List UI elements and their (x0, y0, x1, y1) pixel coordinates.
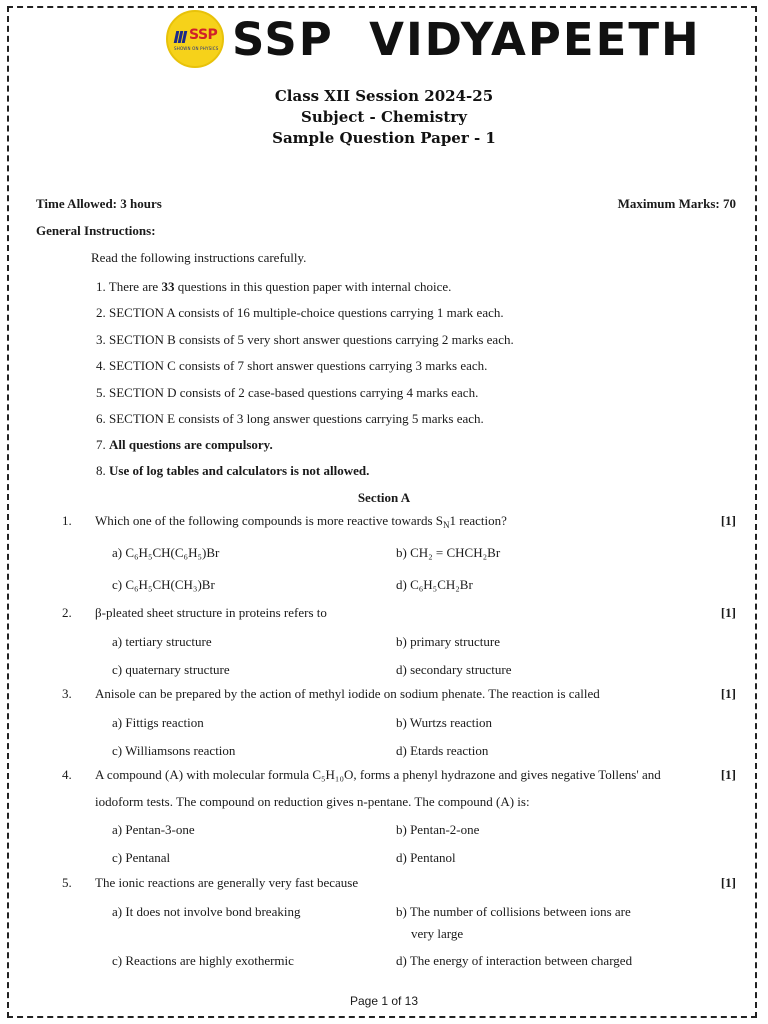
question-3-option-b: b) Wurtzs reaction (396, 715, 492, 730)
question-2-option-d: d) secondary structure (396, 662, 512, 677)
instruction-8: 8. Use of log tables and calculators is not allowed. (96, 463, 370, 478)
question-2-option-b: b) primary structure (396, 634, 500, 649)
question-5-number: 5. (62, 875, 72, 890)
question-3-marks: [1] (720, 686, 736, 701)
question-5-text: The ionic reactions are generally very fast because (95, 875, 359, 890)
brand-title: SSP VIDYAPEETH (232, 13, 701, 66)
question-5-option-c: c) Reactions are highly exothermic (112, 953, 294, 968)
subject-title: Subject - Chemistry (301, 108, 467, 126)
question-2-option-a: a) tertiary structure (112, 634, 212, 649)
instruction-3: 3. SECTION B consists of 5 very short answer questions carrying 2 marks each. (96, 332, 514, 347)
page-border (7, 6, 757, 1018)
question-4-option-d: d) Pentanol (396, 850, 456, 865)
general-instructions-heading: General Instructions: (36, 223, 156, 238)
question-1-option-c: c) C₆H₅CH(CH₃)Br (112, 577, 215, 592)
question-5-option-b: b) The number of collisions between ions are (396, 904, 631, 919)
instruction-7: 7. All questions are compulsory. (96, 437, 273, 452)
question-4-text-line1: A compound (A) with molecular formula C₅H₁₀O, forms a phenyl hydrazone and gives negative Tollens' and (95, 767, 661, 782)
instruction-6: 6. SECTION E consists of 3 long answer questions carrying 5 marks each. (96, 411, 484, 426)
question-3-number: 3. (62, 686, 72, 701)
time-allowed: Time Allowed: 3 hours (36, 196, 162, 211)
read-instructions-line: Read the following instructions carefully. (91, 250, 307, 265)
ssp-logo (166, 10, 224, 68)
question-2-option-c: c) quaternary structure (112, 662, 230, 677)
header (166, 8, 756, 68)
page-number: Page 1 of 13 (349, 994, 419, 1008)
question-3-option-c: c) Williamsons reaction (112, 743, 236, 758)
question-5-marks: [1] (720, 875, 736, 890)
logo-subtext: SHOWN ON PHYSICS (174, 46, 219, 51)
instruction-1: 1. There are 33 questions in this question paper with internal choice. (96, 279, 452, 294)
question-1-marks: [1] (720, 513, 736, 528)
question-3-option-a: a) Fittigs reaction (112, 715, 204, 730)
exam-meta (36, 196, 736, 212)
question-2-number: 2. (62, 605, 72, 620)
paper-title: Sample Question Paper - 1 (272, 129, 496, 147)
question-1-option-a: a) C₆H₅CH(C₆H₅)Br (112, 545, 220, 560)
question-4-marks: [1] (720, 767, 736, 782)
class-session-title: Class XII Session 2024-25 (274, 87, 494, 105)
question-4-option-c: c) Pentanal (112, 850, 171, 865)
instruction-4: 4. SECTION C consists of 7 short answer questions carrying 3 marks each. (96, 358, 488, 373)
question-2-text: β-pleated sheet structure in proteins refers to (95, 605, 327, 620)
question-2-marks: [1] (720, 605, 736, 620)
question-4-option-a: a) Pentan-3-one (112, 822, 195, 837)
question-1-text: Which one of the following compounds is more reactive towards $S_N1$ reaction? (95, 513, 507, 530)
question-5-option-d: d) The energy of interaction between charged (396, 953, 633, 968)
logo-text: SSP (189, 27, 218, 43)
instruction-5: 5. SECTION D consists of 2 case-based questions carrying 4 marks each. (96, 385, 479, 400)
question-1-option-d: d) C₆H₅CH₂Br (396, 577, 473, 592)
instruction-2: 2. SECTION A consists of 16 multiple-choice questions carrying 1 mark each. (96, 305, 504, 320)
question-1-number: 1. (62, 513, 72, 528)
question-5-option-b-continued: very large (411, 926, 464, 941)
question-4-option-b: b) Pentan-2-one (396, 822, 480, 837)
question-3-option-d: d) Etards reaction (396, 743, 489, 758)
question-4-text-line2: iodoform tests. The compound on reduction gives n-pentane. The compound (A) is: (95, 794, 530, 809)
question-1-option-b: b) CH₂ = CHCH₂Br (396, 545, 501, 560)
paper-titles (0, 86, 768, 149)
question-4-number: 4. (62, 767, 72, 782)
question-3-text: Anisole can be prepared by the action of methyl iodide on sodium phenate. The reaction is called (95, 686, 600, 701)
question-5-option-a: a) It does not involve bond breaking (112, 904, 301, 919)
maximum-marks: Maximum Marks: 70 (617, 196, 736, 211)
section-a-heading: Section A (357, 490, 411, 505)
